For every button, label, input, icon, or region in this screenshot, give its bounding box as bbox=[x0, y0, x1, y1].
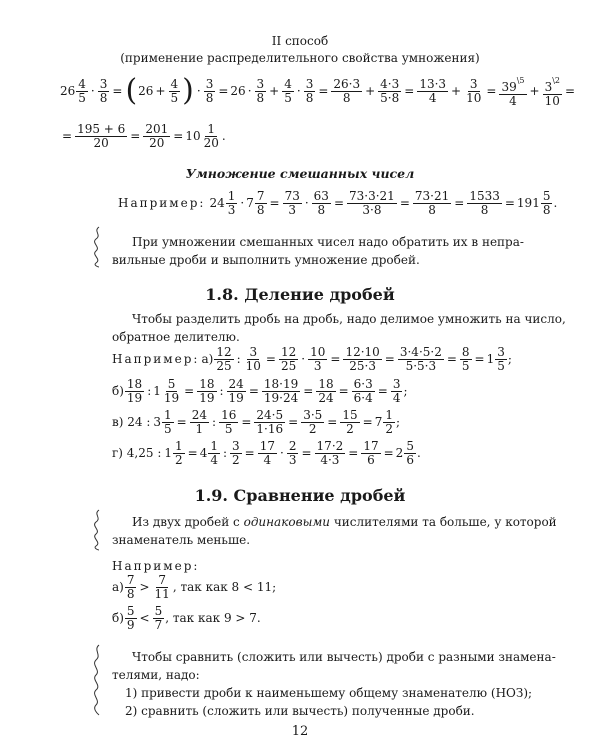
fraction: $\frac{10}{3}$ bbox=[310, 345, 326, 373]
whole-number: 2 bbox=[395, 446, 404, 460]
division-example-c bbox=[112, 409, 400, 436]
division-rule-line1: Чтобы разделить дробь на дробь, надо делимое умножить на число, bbox=[132, 312, 566, 326]
fraction: $\frac{1}{5}$ bbox=[164, 408, 172, 436]
fraction: $\frac{26\cdot 3}{8}$ bbox=[333, 76, 361, 105]
fraction: $\frac{6\cdot 3}{6\cdot 4}$ bbox=[353, 377, 373, 405]
fraction: $\frac{4}{5}$ bbox=[78, 76, 86, 105]
fraction: $\frac{4}{5}$ bbox=[284, 76, 292, 105]
whole-number: 26 bbox=[60, 83, 76, 98]
comparison-rule-line1: Из двух дробей с одинаковыми числителями та больше, у которой bbox=[132, 515, 557, 529]
fraction: $\frac{3}{8}$ bbox=[305, 76, 314, 105]
method-subtitle: (применение распределительного свойства умножения) bbox=[120, 51, 480, 65]
equals-sign: = bbox=[362, 415, 373, 429]
comparison-example-a bbox=[112, 574, 276, 601]
fraction: $\frac{1533}{8}$ bbox=[469, 189, 500, 217]
item-label: г) 4,25 : bbox=[112, 446, 162, 460]
equals-sign: = bbox=[504, 196, 515, 210]
fraction: $\frac{13\cdot 3}{4}$ bbox=[419, 76, 447, 105]
fraction: $\frac{3}{10}$ bbox=[466, 76, 482, 105]
whole-number: 1 bbox=[486, 352, 495, 366]
whole-number: 3 bbox=[153, 415, 162, 429]
equals-sign: = bbox=[62, 129, 73, 143]
example-label: Например: bbox=[112, 559, 200, 573]
fraction: $\frac{3}{10}$ bbox=[245, 345, 261, 373]
fraction: $\frac{18}{19}$ bbox=[199, 377, 215, 405]
equals-sign: = bbox=[301, 446, 312, 460]
section-heading-comparison: 1.9. Сравнение дробей bbox=[194, 486, 406, 505]
equals-sign: = bbox=[269, 196, 280, 210]
fraction: $\frac{12\cdot 10}{25\cdot 3}$ bbox=[345, 345, 380, 373]
fraction: $\frac{1}{2}$ bbox=[175, 439, 183, 467]
right-paren: ) bbox=[182, 73, 194, 108]
fraction: $\frac{12}{25}$ bbox=[216, 345, 232, 373]
mixed-rule-line2: вильные дроби и выполнить умножение дробей. bbox=[112, 253, 420, 267]
comparison-example-b bbox=[112, 605, 261, 632]
division-example-a bbox=[112, 346, 512, 373]
fraction: $\frac{7}{8}$ bbox=[126, 573, 135, 601]
fraction: $\frac{3}{8}$ bbox=[256, 76, 265, 105]
equals-sign: = bbox=[327, 415, 338, 429]
fraction: $\frac{3}{4}$ bbox=[392, 377, 401, 405]
operator: + bbox=[451, 83, 462, 98]
operator: · bbox=[296, 83, 301, 98]
operator: + bbox=[269, 83, 280, 98]
fraction: $\frac{17}{4}$ bbox=[259, 439, 276, 467]
operator: · bbox=[304, 196, 309, 210]
whole-number: 7 bbox=[374, 415, 383, 429]
comparison-step1: 1) привести дроби к наименьшему общему знаменателю (НОЗ); bbox=[125, 686, 533, 700]
fraction: $\frac{3}{8}$ bbox=[205, 76, 214, 105]
whole-number: 191 bbox=[516, 196, 540, 210]
equals-sign: = bbox=[318, 83, 329, 98]
operator: : bbox=[147, 384, 152, 398]
fraction: $\frac{5}{6}$ bbox=[406, 439, 414, 467]
operator: > bbox=[139, 580, 150, 594]
division-example-d bbox=[112, 440, 421, 467]
fraction: $\frac{24}{19}$ bbox=[228, 377, 244, 405]
division-rule-line2: обратное делителю. bbox=[112, 330, 240, 344]
operator: · bbox=[247, 83, 252, 98]
fraction: $\frac{7}{8}$ bbox=[256, 189, 265, 217]
mixed-rule-line1: При умножении смешанных чисел надо обратить их в непра- bbox=[132, 235, 524, 249]
fraction: $\frac{73\cdot 21}{8}$ bbox=[414, 189, 450, 217]
whole-number: 26 bbox=[230, 83, 246, 98]
fraction: $\frac{3}{2}$ bbox=[232, 439, 240, 467]
punctuation: . bbox=[416, 446, 421, 460]
item-label: б) bbox=[112, 384, 124, 398]
section-heading-division: 1.8. Деление дробей bbox=[205, 285, 395, 304]
distributive-equation-line2 bbox=[60, 123, 226, 150]
fraction: $\frac{5}{7}$ bbox=[154, 604, 163, 632]
operator: · bbox=[301, 352, 306, 366]
equals-sign: = bbox=[248, 384, 259, 398]
equals-sign: = bbox=[333, 196, 345, 210]
equals-sign: = bbox=[383, 446, 394, 460]
equals-sign: = bbox=[404, 83, 415, 98]
fraction: $\frac{201}{20}$ bbox=[145, 122, 169, 150]
fraction: $\frac{3\cdot 5}{2}$ bbox=[303, 408, 323, 436]
whole-number: 10 bbox=[185, 129, 201, 143]
fraction: $\frac{4}{5}$ bbox=[170, 76, 179, 105]
margin-brace-marker bbox=[90, 226, 104, 268]
equals-sign: = bbox=[241, 415, 252, 429]
fraction: $\frac{3\cdot 4\cdot 5\cdot 2}{5\cdot 5\cdot 3}$ bbox=[399, 345, 442, 373]
fraction: $\frac{7}{11}$ bbox=[154, 573, 170, 601]
operator: : bbox=[212, 415, 217, 429]
equals-sign: = bbox=[187, 446, 198, 460]
division-example-b bbox=[112, 378, 408, 405]
operator: + bbox=[155, 83, 166, 98]
page-number: 12 bbox=[291, 724, 309, 739]
equals-sign: = bbox=[303, 384, 314, 398]
operator: : bbox=[219, 384, 224, 398]
comparison-rule-line2: знаменатель меньше. bbox=[112, 533, 251, 547]
operator: · bbox=[196, 83, 201, 98]
equals-sign: = bbox=[474, 352, 485, 366]
mixed-multiplication-example bbox=[118, 190, 557, 217]
fraction: $\frac{12}{25}$ bbox=[280, 345, 297, 373]
punctuation: . bbox=[221, 129, 226, 143]
whole-number: 24 bbox=[209, 196, 225, 210]
equals-sign: = bbox=[244, 446, 255, 460]
fraction: $\frac{24}{1}$ bbox=[191, 408, 208, 436]
fraction: $\frac{17\cdot 2}{4\cdot 3}$ bbox=[316, 439, 344, 467]
operator: : bbox=[222, 446, 228, 460]
operator: + bbox=[365, 83, 376, 98]
mixed-numbers-subheading: Умножение смешанных чисел bbox=[185, 166, 415, 181]
equals-sign: = bbox=[288, 415, 299, 429]
equals-sign: = bbox=[218, 83, 229, 98]
whole-number: 7 bbox=[246, 196, 254, 210]
margin-brace-marker bbox=[90, 644, 104, 716]
punctuation: ; bbox=[395, 415, 401, 429]
operator: < bbox=[139, 611, 150, 625]
fraction: $\frac{63}{8}$ bbox=[313, 189, 329, 217]
distributive-equation-line1 bbox=[60, 74, 577, 108]
equals-sign: = bbox=[486, 83, 497, 98]
equals-sign: = bbox=[265, 352, 276, 366]
equals-sign: = bbox=[384, 352, 395, 366]
item-label: а) bbox=[112, 580, 124, 594]
method-title: II способ bbox=[271, 34, 329, 48]
operator: · bbox=[90, 83, 95, 98]
whole-number: 26 bbox=[138, 83, 154, 98]
fraction: $\frac{73\cdot 3\cdot 21}{3\cdot 8}$ bbox=[349, 189, 395, 217]
fraction: $\frac{3}{5}$ bbox=[497, 345, 505, 373]
equals-sign: = bbox=[176, 415, 187, 429]
left-paren: ( bbox=[125, 73, 138, 108]
item-label: б) bbox=[112, 611, 124, 625]
fraction: $\frac{1}{2}$ bbox=[385, 408, 393, 436]
equals-sign: = bbox=[184, 384, 195, 398]
equals-sign: = bbox=[446, 352, 457, 366]
equals-sign: = bbox=[348, 446, 359, 460]
operator: · bbox=[280, 446, 284, 460]
fraction: $\frac{18}{19}$ bbox=[126, 377, 143, 405]
fraction: $\frac{18}{24}$ bbox=[318, 377, 334, 405]
operator: : bbox=[236, 352, 241, 366]
fraction: $\frac{1}{3}$ bbox=[227, 189, 236, 217]
fraction: $\frac{4\cdot 3}{5\cdot 8}$ bbox=[380, 76, 400, 105]
equals-sign: = bbox=[173, 129, 184, 143]
whole-number: 4 bbox=[199, 446, 208, 460]
fraction: $\frac{17}{6}$ bbox=[363, 439, 379, 467]
margin-brace-marker bbox=[90, 509, 104, 551]
fraction: $\frac{3^{\backslash 2}}{10}$ bbox=[544, 76, 561, 108]
comparison-step2: 2) сравнить (сложить или вычесть) полученные дроби. bbox=[125, 704, 475, 718]
equals-sign: = bbox=[454, 196, 465, 210]
operator: · bbox=[240, 196, 245, 210]
comparison-rule2-line2: телями, надо: bbox=[112, 668, 200, 682]
fraction: $\frac{195 + 6}{20}$ bbox=[77, 122, 126, 150]
fraction: $\frac{5}{8}$ bbox=[542, 189, 551, 217]
equals-sign: = bbox=[130, 129, 141, 143]
comparison-rule2-line1: Чтобы сравнить (сложить или вычесть) дроби с разными знамена- bbox=[132, 650, 556, 664]
example-label: Например: bbox=[112, 352, 200, 366]
equals-sign: = bbox=[377, 384, 388, 398]
fraction: $\frac{24\cdot 5}{1\cdot 16}$ bbox=[256, 408, 284, 436]
fraction: $\frac{16}{5}$ bbox=[221, 408, 237, 436]
comparison-reason: , так как 9 > 7. bbox=[165, 611, 261, 625]
fraction: $\frac{15}{2}$ bbox=[342, 408, 358, 436]
punctuation: ; bbox=[403, 384, 408, 398]
fraction: $\frac{2}{3}$ bbox=[288, 439, 297, 467]
operator: + bbox=[529, 83, 540, 98]
item-label: в) 24 : bbox=[112, 415, 151, 429]
punctuation: ; bbox=[507, 352, 512, 366]
whole-number: 1 bbox=[153, 384, 161, 398]
fraction: $\frac{39^{\backslash 5}}{4}$ bbox=[501, 76, 525, 108]
punctuation: . bbox=[553, 196, 558, 210]
fraction: $\frac{73}{3}$ bbox=[284, 189, 300, 217]
fraction: $\frac{8}{5}$ bbox=[461, 345, 470, 373]
equals-sign: = bbox=[112, 83, 123, 98]
fraction: $\frac{5}{9}$ bbox=[126, 604, 135, 632]
comparison-reason: , так как 8 < 11; bbox=[172, 580, 277, 594]
fraction: $\frac{5}{19}$ bbox=[163, 377, 180, 405]
equals-sign: = bbox=[399, 196, 410, 210]
equals-sign: = bbox=[338, 384, 349, 398]
equals-sign: = bbox=[565, 83, 576, 98]
fraction: $\frac{18\cdot 19}{19\cdot 24}$ bbox=[263, 377, 299, 405]
fraction: $\frac{1}{20}$ bbox=[203, 122, 219, 150]
equals-sign: = bbox=[330, 352, 341, 366]
example-label: Например: bbox=[118, 196, 206, 210]
whole-number: 1 bbox=[164, 446, 172, 460]
item-label: а) bbox=[201, 352, 214, 366]
fraction: $\frac{1}{4}$ bbox=[210, 439, 218, 467]
fraction: $\frac{3}{8}$ bbox=[99, 76, 108, 105]
